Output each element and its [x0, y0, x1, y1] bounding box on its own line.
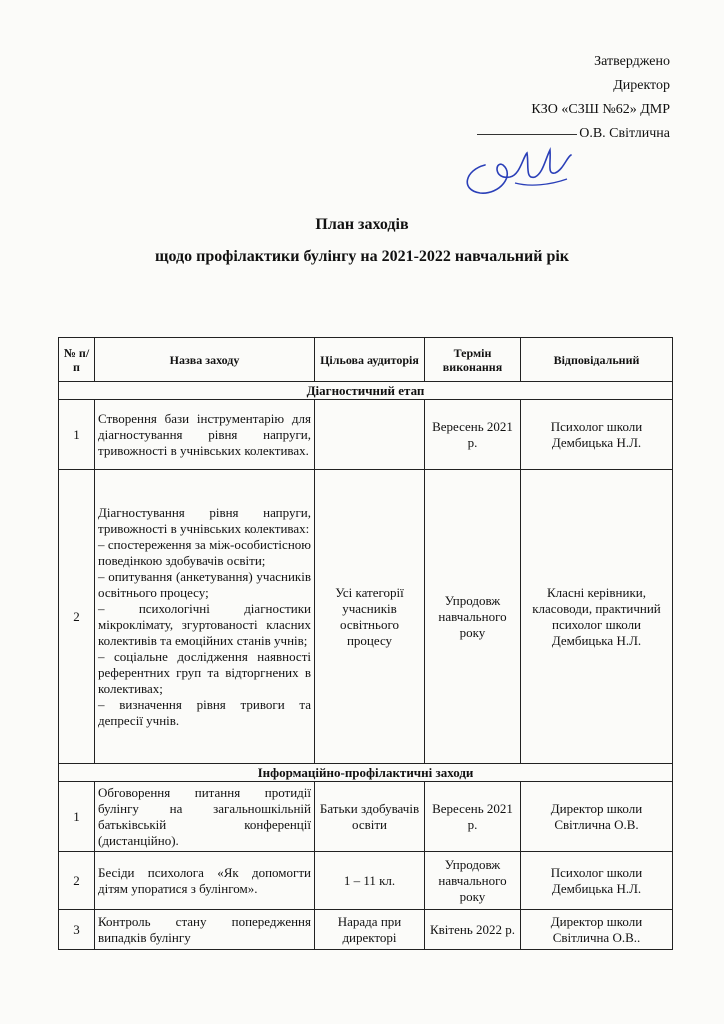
row-name-line: – психологічні діагностики мікроклімату, згуртованості класних колективів та емоційних станів учнів;: [98, 600, 311, 648]
row-responsible: Директор школи Світлична О.В..: [521, 910, 673, 950]
row-audience: Батьки здобувачів освіти: [315, 782, 425, 852]
row-num: 2: [59, 470, 95, 764]
approval-position: Директор: [613, 78, 670, 93]
table-header-row: [59, 338, 673, 382]
page-title: План заходів: [315, 216, 409, 233]
row-num: 1: [59, 782, 95, 852]
row-name: [95, 470, 315, 764]
row-name-line: Діагностування рівня напруги, тривожності в учнівських колективах:: [98, 504, 311, 536]
row-responsible: Психолог школи Дембицька Н.Л.: [521, 852, 673, 910]
table-row: [59, 852, 673, 910]
approval-status: Затверджено: [594, 54, 670, 69]
row-audience: Нарада при директорі: [315, 910, 425, 950]
row-name-line: – соціальне дослідження наявності референтних груп та відторгнених в колективах;: [98, 648, 311, 696]
table-row: [59, 910, 673, 950]
table-row: [59, 400, 673, 470]
section-title-info: Інформаційно-профілактичні заходи: [59, 764, 673, 782]
header-name: Назва заходу: [95, 338, 315, 382]
approval-organization: КЗО «СЗШ №62» ДМР: [531, 102, 670, 117]
row-num: 1: [59, 400, 95, 470]
row-num: 3: [59, 910, 95, 950]
page-subtitle: щодо профілактики булінгу на 2021-2022 навчальний рік: [155, 248, 569, 265]
table-row: [59, 470, 673, 764]
row-audience: 1 – 11 кл.: [315, 852, 425, 910]
header-audience: Цільова аудиторія: [315, 338, 425, 382]
row-name-line: – опитування (анкетування) учасників освітнього процесу;: [98, 568, 311, 600]
section-row: [59, 764, 673, 782]
header-responsible: Відповідальний: [521, 338, 673, 382]
row-term: Квітень 2022 р.: [425, 910, 521, 950]
handwritten-signature: [455, 135, 575, 205]
plan-table: [58, 337, 673, 950]
header-term: Термін виконання: [425, 338, 521, 382]
table-row: [59, 782, 673, 852]
row-name: Контроль стану попередження випадків булінгу: [95, 910, 315, 950]
row-audience: [315, 400, 425, 470]
row-name: Обговорення питання протидії булінгу на загальношкільній батьківській конференції (дистанційно).: [95, 782, 315, 852]
approval-block: [477, 50, 670, 146]
row-name: Бесіди психолога «Як допомогти дітям упоратися з булінгом».: [95, 852, 315, 910]
row-responsible: Директор школи Світлична О.В.: [521, 782, 673, 852]
approval-signatory-name: О.В. Світлична: [579, 126, 670, 141]
header-num: № п/п: [59, 338, 95, 382]
row-audience: Усі категорії учасників освітнього процесу: [315, 470, 425, 764]
row-name-line: – спостереження за між-особистісною поведінкою здобувачів освіти;: [98, 536, 311, 568]
row-name: Створення бази інструментарію для діагностування рівня напруги, тривожності в учнівських колективах.: [95, 400, 315, 470]
row-term: Упродовж навчального року: [425, 470, 521, 764]
section-title-diagnostic: Діагностичний етап: [59, 382, 673, 400]
row-num: 2: [59, 852, 95, 910]
row-term: Упродовж навчального року: [425, 852, 521, 910]
row-term: Вересень 2021 р.: [425, 782, 521, 852]
row-term: Вересень 2021 р.: [425, 400, 521, 470]
section-row: [59, 382, 673, 400]
row-name-line: – визначення рівня тривоги та депресії учнів.: [98, 696, 311, 728]
row-responsible: Класні керівники, класоводи, практичний психолог школи Дембицька Н.Л.: [521, 470, 673, 764]
row-responsible: Психолог школи Дембицька Н.Л.: [521, 400, 673, 470]
